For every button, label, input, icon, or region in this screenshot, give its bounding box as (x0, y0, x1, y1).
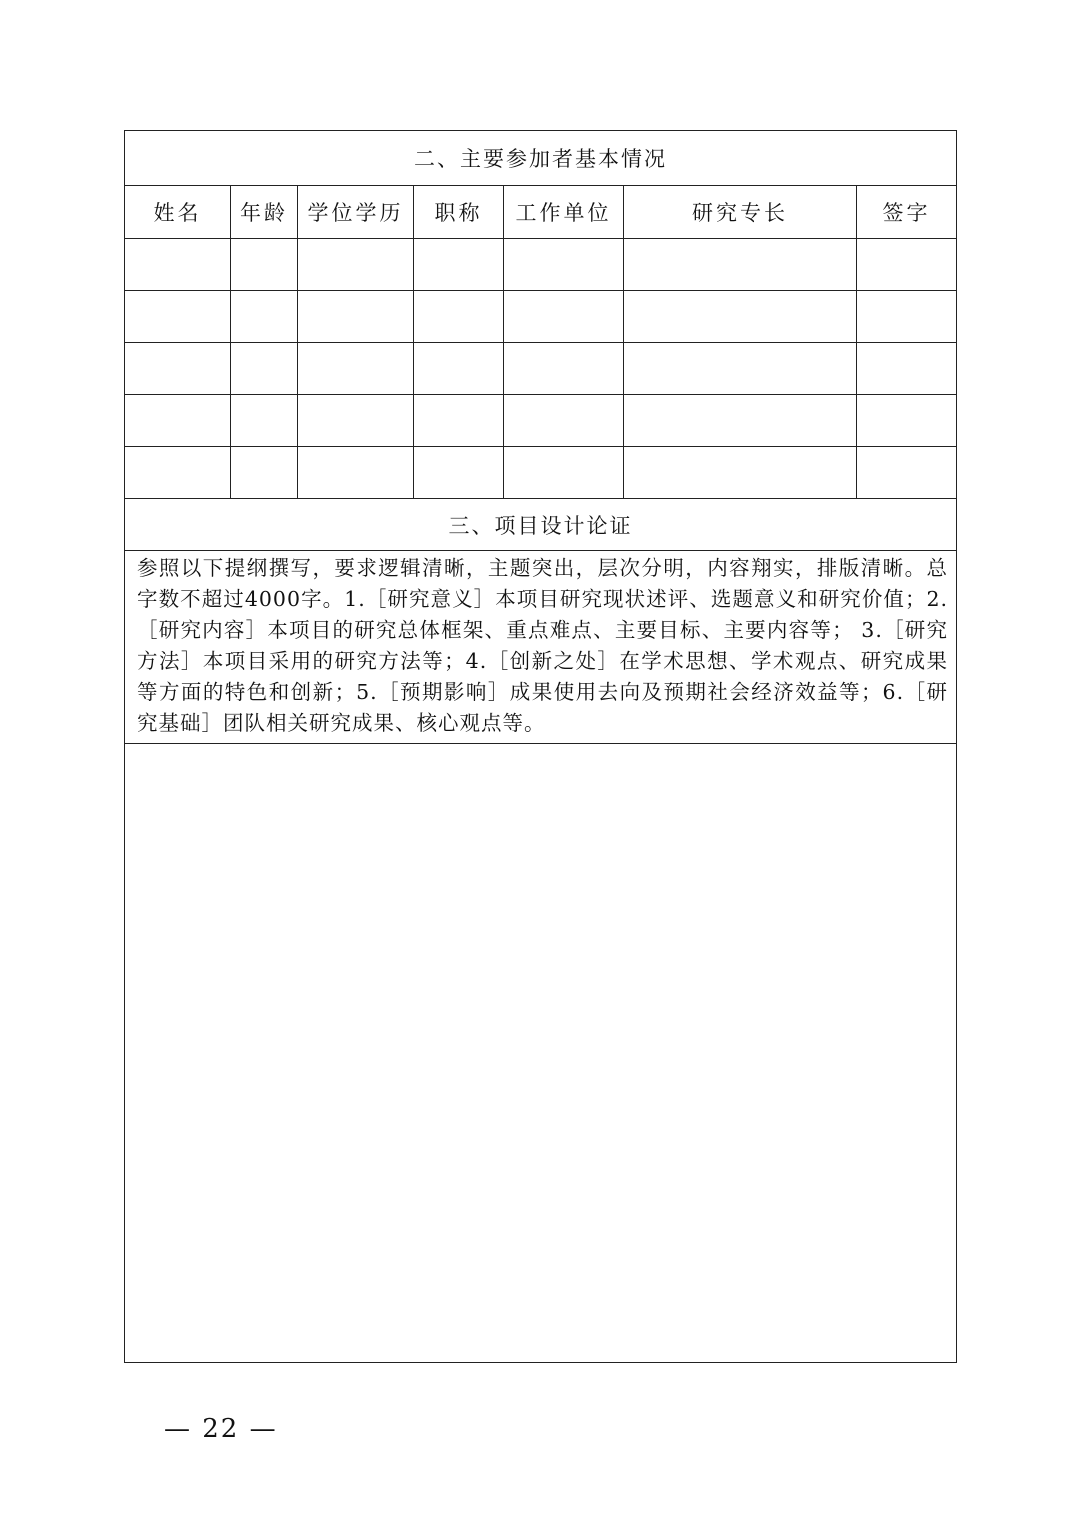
signature-cell[interactable] (857, 447, 957, 499)
title-cell[interactable] (414, 239, 504, 291)
age-cell[interactable] (231, 395, 298, 447)
title-cell[interactable] (414, 343, 504, 395)
expertise-cell[interactable] (624, 343, 857, 395)
title-cell[interactable] (414, 395, 504, 447)
column-header-degree: 学位学历 (298, 186, 414, 239)
signature-cell[interactable] (857, 291, 957, 343)
page-number: — 22 — (164, 1414, 278, 1444)
signature-cell[interactable] (857, 395, 957, 447)
column-header-employer: 工作单位 (504, 186, 624, 239)
participants-form-table (124, 130, 957, 1363)
table-row (125, 395, 957, 447)
design-argument-writing-area[interactable] (125, 744, 957, 1363)
age-cell[interactable] (231, 239, 298, 291)
expertise-cell[interactable] (624, 239, 857, 291)
age-cell[interactable] (231, 343, 298, 395)
signature-cell[interactable] (857, 239, 957, 291)
employer-cell[interactable] (504, 343, 624, 395)
name-cell[interactable] (125, 343, 231, 395)
employer-cell[interactable] (504, 395, 624, 447)
name-cell[interactable] (125, 239, 231, 291)
age-cell[interactable] (231, 291, 298, 343)
title-cell[interactable] (414, 291, 504, 343)
table-row (125, 447, 957, 499)
age-cell[interactable] (231, 447, 298, 499)
signature-cell[interactable] (857, 343, 957, 395)
column-header-expertise: 研究专长 (624, 186, 857, 239)
name-cell[interactable] (125, 447, 231, 499)
employer-cell[interactable] (504, 239, 624, 291)
degree-cell[interactable] (298, 291, 414, 343)
expertise-cell[interactable] (624, 291, 857, 343)
column-header-name: 姓名 (125, 186, 231, 239)
column-header-title: 职称 (414, 186, 504, 239)
name-cell[interactable] (125, 395, 231, 447)
section3-instructions: 参照以下提纲撰写，要求逻辑清晰，主题突出，层次分明，内容翔实，排版清晰。总字数不超过4000字。1.［研究意义］本项目研究现状述评、选题意义和研究价值；2.［研究内容］本项目的研究总体框架、重点难点、主要目标、主要内容等； 3.［研究方法］本项目采用的研究方法等；4.［创新之处］在学术思想、学术观点、研究成果等方面的特色和创新；5.［预期影响］成果使用去向及预期社会经济效益等；6.［研究基础］团队相关研究成果、核心观点等。 (125, 551, 957, 744)
expertise-cell[interactable] (624, 395, 857, 447)
degree-cell[interactable] (298, 447, 414, 499)
employer-cell[interactable] (504, 447, 624, 499)
table-row (125, 239, 957, 291)
employer-cell[interactable] (504, 291, 624, 343)
name-cell[interactable] (125, 291, 231, 343)
column-header-age: 年龄 (231, 186, 298, 239)
section3-title: 三、项目设计论证 (125, 499, 957, 551)
degree-cell[interactable] (298, 239, 414, 291)
title-cell[interactable] (414, 447, 504, 499)
column-header-signature: 签字 (857, 186, 957, 239)
section2-title: 二、主要参加者基本情况 (125, 131, 957, 186)
degree-cell[interactable] (298, 343, 414, 395)
expertise-cell[interactable] (624, 447, 857, 499)
degree-cell[interactable] (298, 395, 414, 447)
table-row (125, 291, 957, 343)
table-row (125, 343, 957, 395)
